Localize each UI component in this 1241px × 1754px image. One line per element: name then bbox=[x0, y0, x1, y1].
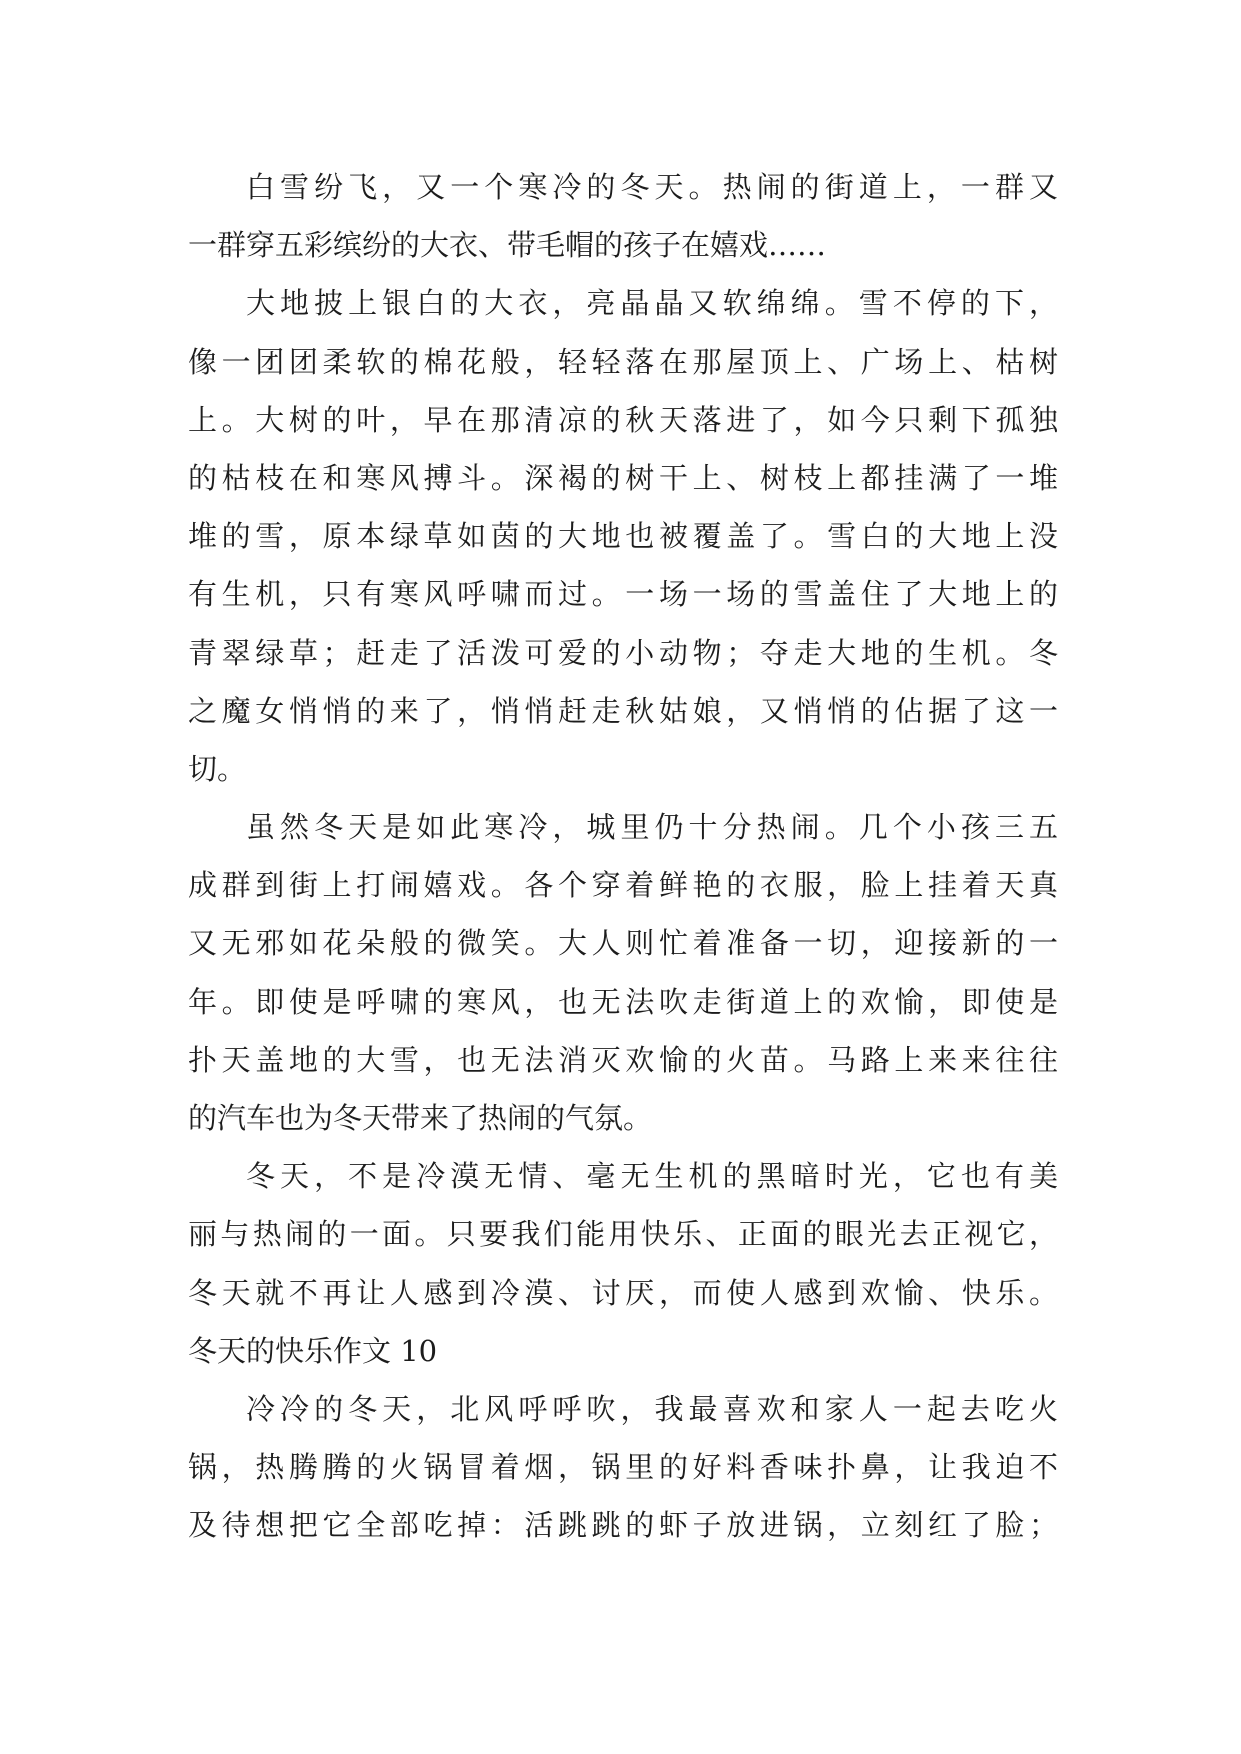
paragraph-line: 冬天的快乐作文 10 bbox=[188, 1333, 438, 1368]
paragraph-line: 像一团团柔软的棉花般，轻轻落在那屋顶上、广场上、枯树 bbox=[188, 344, 1058, 379]
paragraph-line: 之魔女悄悄的来了，悄悄赶走秋姑娘，又悄悄的佔据了这一 bbox=[188, 693, 1058, 728]
paragraph-line: 扑天盖地的大雪，也无法消灭欢愉的火苗。马路上来来往往 bbox=[188, 1042, 1058, 1077]
paragraph-line: 堆的雪，原本绿草如茵的大地也被覆盖了。雪白的大地上没 bbox=[188, 519, 1058, 554]
paragraph-line: 又无邪如花朵般的微笑。大人则忙着准备一切，迎接新的一 bbox=[188, 926, 1058, 961]
paragraph-first-line: 虽然冬天是如此寒冷，城里仍十分热闹。几个小孩三五 bbox=[246, 810, 1058, 845]
paragraph-line: 有生机，只有寒风呼啸而过。一场一场的雪盖住了大地上的 bbox=[188, 577, 1058, 612]
paragraph-first-line: 冷冷的冬天，北风呼呼吹，我最喜欢和家人一起去吃火 bbox=[246, 1391, 1058, 1426]
essay-body bbox=[188, 158, 1058, 1555]
paragraph-line: 锅，热腾腾的火锅冒着烟，锅里的好料香味扑鼻，让我迫不 bbox=[188, 1450, 1058, 1485]
paragraph-line: 成群到街上打闹嬉戏。各个穿着鲜艳的衣服，脸上挂着天真 bbox=[188, 868, 1058, 903]
paragraph-line: 切。 bbox=[188, 751, 247, 786]
paragraph-line: 冬天就不再让人感到冷漠、讨厌，而使人感到欢愉、快乐。 bbox=[188, 1275, 1058, 1310]
paragraph-line: 的枯枝在和寒风搏斗。深褐的树干上、树枝上都挂满了一堆 bbox=[188, 460, 1058, 495]
paragraph-first-line: 大地披上银白的大衣，亮晶晶又软绵绵。雪不停的下， bbox=[246, 286, 1058, 321]
paragraph-line: 丽与热闹的一面。只要我们能用快乐、正面的眼光去正视它， bbox=[188, 1217, 1058, 1252]
paragraph-line: 青翠绿草；赶走了活泼可爱的小动物；夺走大地的生机。冬 bbox=[188, 635, 1058, 670]
paragraph-line: 年。即使是呼啸的寒风，也无法吹走街道上的欢愉，即使是 bbox=[188, 984, 1058, 1019]
paragraph-line: 及待想把它全部吃掉：活跳跳的虾子放进锅，立刻红了脸； bbox=[188, 1508, 1058, 1543]
paragraph-line: 的汽车也为冬天带来了热闹的气氛。 bbox=[188, 1101, 653, 1135]
paragraph-line: 一群穿五彩缤纷的大衣、带毛帽的孩子在嬉戏…… bbox=[188, 228, 827, 263]
paragraph-first-line: 白雪纷飞，又一个寒冷的冬天。热闹的街道上，一群又 bbox=[246, 170, 1058, 204]
paragraph-line: 上。大树的叶，早在那清凉的秋天落进了，如今只剩下孤独 bbox=[188, 402, 1058, 437]
paragraph-first-line: 冬天，不是冷漠无情、毫无生机的黑暗时光，它也有美 bbox=[246, 1159, 1058, 1194]
